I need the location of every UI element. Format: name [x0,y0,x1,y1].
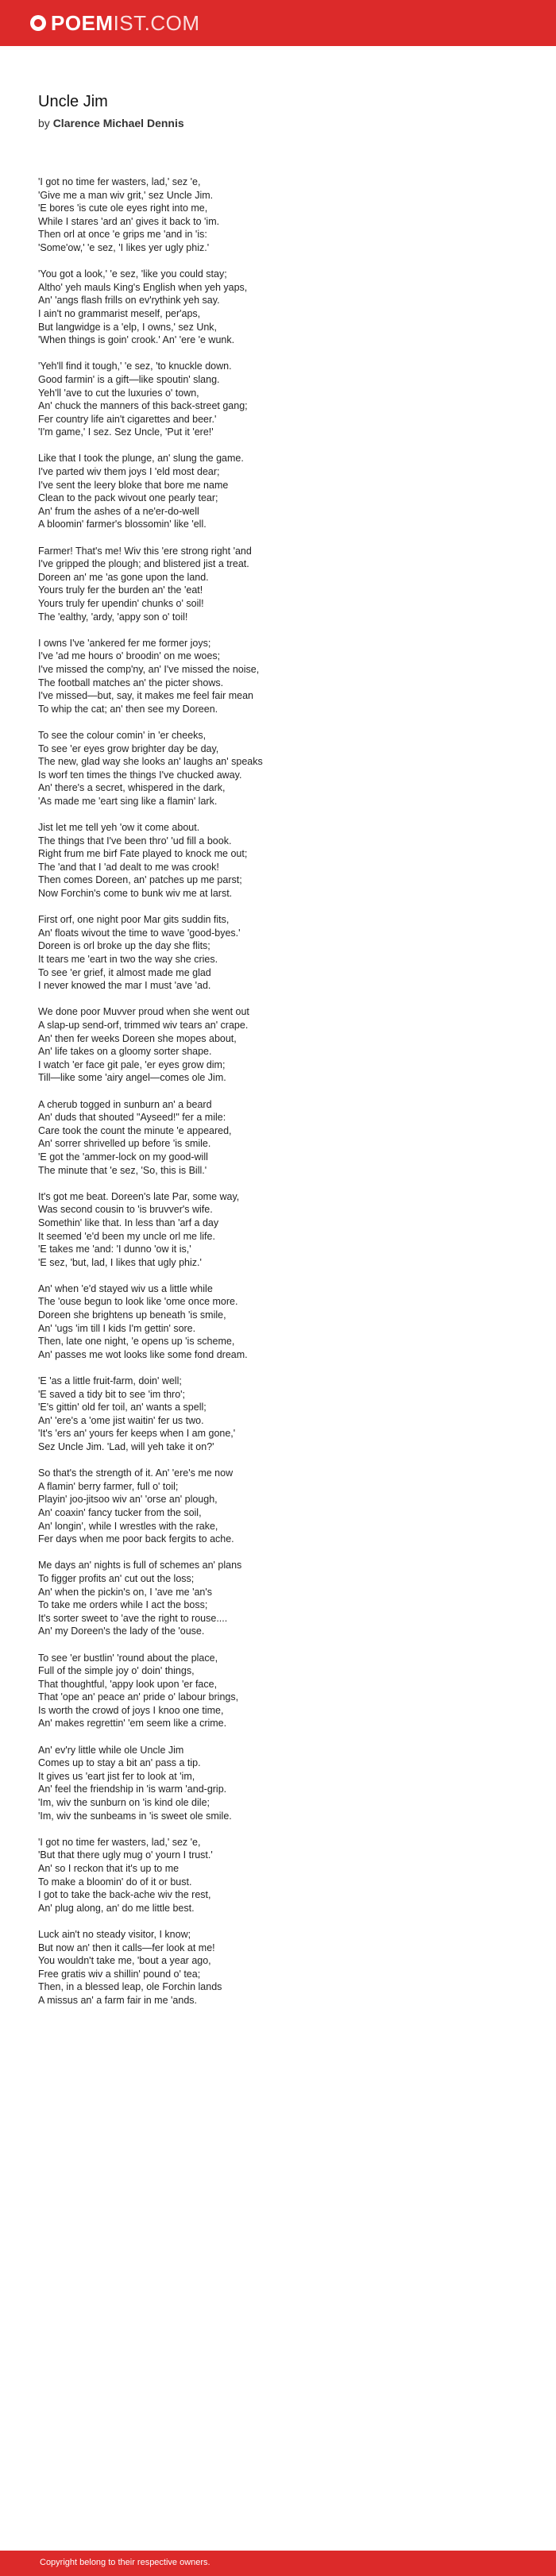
poem-line: Free gratis wiv a shillin' pound o' tea; [38,1968,201,1980]
poem-author[interactable]: Clarence Michael Dennis [52,117,184,129]
poem-stanza [38,545,531,624]
poem-line: Doreen is orl broke up the day she flits; [38,940,210,952]
poem-line: To whip the cat; an' then see my Doreen. [38,703,218,715]
poem-line: Fer days when me poor back fergits to ache. [38,1533,234,1545]
poem-line: Is worth the crowd of joys I knoo one time, [38,1704,224,1716]
poem-line: I got to take the back-ache wiv the rest, [38,1889,211,1901]
poem-line: Me days an' nights is full of schemes an' plans [38,1560,242,1571]
logo-text [51,10,200,36]
poem-line: The minute that 'e sez, 'So, this is Bill.' [38,1164,207,1176]
poem-line: An' longin', while I wrestles with the rake, [38,1520,218,1532]
poem-line: 'E saved a tidy bit to see 'im thro'; [38,1388,186,1400]
poem-line: Farmer! That's me! Wiv this 'ere strong right 'and [38,545,252,557]
poem-line: 'I'm game,' I sez. Sez Uncle, 'Put it 'ere!' [38,426,214,438]
poem-line: Fer country life ain't cigarettes and beer.' [38,413,217,425]
poem-line: You wouldn't take me, 'bout a year ago, [38,1955,211,1967]
poem-line: Good farmin' is a gift—like spoutin' slang. [38,373,220,385]
site-footer [0,2551,556,2576]
poem-line: Till—like some 'airy angel—comes ole Jim. [38,1072,226,1084]
poem-line: Playin' joo-jitsoo wiv an' 'orse an' plough, [38,1494,218,1506]
poem-line: Full of the simple joy o' doin' things, [38,1665,195,1677]
poem-line: I've parted wiv them joys I 'eld most dear; [38,466,220,478]
poem-line: A bloomin' farmer's blossomin' like 'ell. [38,519,207,530]
poem-line: It seemed 'e'd been my uncle orl me life. [38,1230,215,1242]
poem-line: We done poor Muvver proud when she went out [38,1006,249,1018]
poem-line: An' when the pickin's on, I 'ave me 'an's [38,1586,212,1598]
poem-line: It tears me 'eart in two the way she cries. [38,954,218,966]
site-header [0,0,556,46]
poem-line: I've missed—but, say, it makes me feel fair mean [38,690,254,702]
poem-line: That thoughtful, 'appy look upon 'er face, [38,1678,218,1690]
poem-stanza [38,1375,531,1454]
poem-line: Jist let me tell yeh 'ow it come about. [38,822,200,834]
poem-line: The football matches an' the picter shows. [38,677,224,688]
poem-line: It's got me beat. Doreen's late Par, some way, [38,1190,240,1202]
poem-line: An' so I reckon that it's up to me [38,1863,180,1874]
poem-line: Then, late one night, 'e opens up 'is scheme, [38,1336,235,1348]
poem-line: While I stares 'ard an' gives it back to 'im. [38,215,220,227]
poem-line: An' life takes on a gloomy sorter shape. [38,1046,212,1058]
poem-line: First orf, one night poor Mar gits suddin fits, [38,914,230,926]
poem-stanza [38,913,531,993]
poem-line: 'Give me a man wiv grit,' sez Uncle Jim. [38,189,214,201]
poem-line: The 'and that I 'ad dealt to me was crook! [38,861,219,873]
poem-line: An' frum the ashes of a ne'er-do-well [38,505,199,517]
poem-line: I owns I've 'ankered fer me former joys; [38,637,211,649]
poem-line: I've 'ad me hours o' broodin' on me woes; [38,650,221,662]
poem-line: 'Im, wiv the sunburn on 'is kind ole dile; [38,1797,210,1809]
byline-prefix: by [38,117,50,129]
poem-line: Clean to the pack wivout one pearly tear; [38,492,218,504]
site-logo[interactable] [30,10,200,36]
poem-line: To see 'er eyes grow brighter day be day, [38,742,219,754]
poem-line: I've gripped the plough; and blistered jist a treat. [38,558,249,570]
poem-stanza [38,1282,531,1362]
poem-line: An' makes regrettin' 'em seem like a crime. [38,1718,227,1730]
poem-line: Yours truly fer upendin' chunks o' soil! [38,598,204,609]
poem-line: 'I got no time fer wasters, lad,' sez 'e, [38,176,201,187]
poem-line: 'E sez, 'but, lad, I likes that ugly phiz.' [38,1256,202,1268]
poem-line: Now Forchin's come to bunk wiv me at larst. [38,888,233,900]
poem-line: 'When things is goin' crook.' An' 'ere 'e wunk. [38,334,235,346]
poem-stanza [38,1005,531,1085]
poem-line: An' feel the friendship in 'is warm 'and-grip. [38,1784,227,1795]
poem-line: Like that I took the plunge, an' slung the game. [38,453,244,465]
poem-line: An' passes me wot looks like some fond dream. [38,1348,248,1360]
poem-line: 'I got no time fer wasters, lad,' sez 'e, [38,1836,201,1848]
poem-line: I never knowed the mar I must 'ave 'ad. [38,980,211,992]
poem-line: To see 'er grief, it almost made me glad [38,966,211,978]
poem-line: An' then fer weeks Doreen she mopes about, [38,1032,237,1044]
poem-line: Care took the count the minute 'e appeared, [38,1124,232,1136]
poem-stanza [38,268,531,347]
poem-line: Doreen an' me 'as gone upon the land. [38,571,209,583]
poem-line: Comes up to stay a bit an' pass a tip. [38,1757,201,1769]
logo-text-light: IST.COM [113,11,200,35]
poem-line: 'Yeh'll find it tough,' 'e sez, 'to knuckle down. [38,361,232,372]
poem-line: 'E 'as a little fruit-farm, doin' well; [38,1375,182,1387]
poem-stanza [38,452,531,531]
poem-stanza [38,1928,531,2007]
poem-stanza [38,729,531,808]
poem-line: 'It's 'ers an' yours fer keeps when I am gone,' [38,1428,236,1440]
poem-line: I watch 'er face git pale, 'er eyes grow dim; [38,1059,226,1070]
poem-line: I've sent the leery bloke that bore me name [38,479,229,491]
poem-stanza [38,1559,531,1638]
poem-line: To see 'er bustlin' 'round about the place, [38,1652,218,1664]
poem-line: A slap-up send-orf, trimmed wiv tears an' crape. [38,1020,249,1031]
poem-line: 'E's gittin' old fer toil, an' wants a spell; [38,1402,207,1413]
poem-line: 'Im, wiv the sunbeams in 'is sweet ole smile. [38,1810,232,1822]
logo-text-bold: POEM [51,11,114,35]
poem-stanza [38,175,531,255]
poem-line: Then comes Doreen, an' patches up me parst; [38,874,242,886]
poem-stanza [38,1652,531,1731]
poem-line: An' 'ere's a 'ome jist waitin' fer us two. [38,1414,204,1426]
poem-stanza [38,1836,531,1915]
poem-line: Sez Uncle Jim. 'Lad, will yeh take it on?' [38,1441,214,1452]
poem-line: Yours truly fer the burden an' the 'eat! [38,584,203,596]
poem-line: An' when 'e'd stayed wiv us a little while [38,1282,213,1294]
poem-line: To figger profits an' cut out the loss; [38,1572,195,1584]
poem-stanza [38,637,531,716]
footer-copyright: Copyright belong to their respective owners. [40,2558,210,2567]
poem-line: Doreen she brightens up beneath 'is smile, [38,1309,226,1321]
poem-line: 'E takes me 'and: 'I dunno 'ow it is,' [38,1244,191,1255]
poem-line: An' 'angs flash frills on ev'rythink yeh say. [38,295,220,307]
poem-line: An' ev'ry little while ole Uncle Jim [38,1744,184,1756]
poem-line: An' chuck the manners of this back-street gang; [38,400,248,412]
poem-line: To make a bloomin' do of it or bust. [38,1876,192,1888]
poem-stanza [38,1098,531,1178]
poem-line: 'E got the 'ammer-lock on my good-will [38,1151,208,1163]
poem-line: An' floats wivout the time to wave 'good-byes.' [38,927,241,939]
poem-line: So that's the strength of it. An' 'ere's me now [38,1467,234,1479]
poem-line: 'But that there ugly mug o' yourn I trust.' [38,1849,213,1861]
poem-line: Luck ain't no steady visitor, I know; [38,1928,191,1940]
poem-line: The 'ealthy, 'ardy, 'appy son o' toil! [38,611,188,623]
poem-line: Is worf ten times the things I've chucked away. [38,769,242,781]
poemist-logo-icon [30,15,46,31]
poem-line: But langwidge is a 'elp, I owns,' sez Unk, [38,321,218,333]
poem-line: I've missed the comp'ny, an' I've missed the noise, [38,663,260,675]
poem-byline [38,117,184,129]
poem-line: 'Some'ow,' 'e sez, 'I likes yer ugly phiz.' [38,241,210,253]
poem-line: It's sorter sweet to 'ave the right to rouse.... [38,1612,228,1624]
poem-line: Somethin' like that. In less than 'arf a day [38,1217,219,1228]
poem-line: The 'ouse begun to look like 'ome once more. [38,1296,238,1308]
poem-line: Then orl at once 'e grips me 'and in 'is: [38,229,207,241]
poem-line: To see the colour comin' in 'er cheeks, [38,729,207,741]
poem-line: An' coaxin' fancy tucker from the soil, [38,1506,202,1518]
poem-stanza [38,1744,531,1823]
poem-stanza [38,1467,531,1546]
poem-line: To take me orders while I act the boss; [38,1599,208,1611]
poem-line: But now an' then it calls—fer look at me! [38,1942,215,1953]
poem-line: That 'ope an' peace an' pride o' labour brings, [38,1691,239,1703]
poem-line: It gives us 'eart jist fer to look at 'im, [38,1770,195,1782]
poem-line: An' my Doreen's the lady of the 'ouse. [38,1625,205,1637]
poem-stanza [38,1190,531,1270]
poem-stanza [38,821,531,900]
poem-title: Uncle Jim [38,93,108,110]
poem-line: Then, in a blessed leap, ole Forchin lands [38,1981,222,1993]
poem-line: Yeh'll 'ave to cut the luxuries o' town, [38,387,199,399]
poem-line: 'You got a look,' 'e sez, 'like you could stay; [38,268,227,280]
poem-line: I ain't no grammarist meself, per'aps, [38,307,201,319]
poem-line: A cherub togged in sunburn an' a beard [38,1098,212,1110]
poem-line: The things that I've been thro' 'ud fill a book. [38,835,232,846]
poem-line: 'As made me 'eart sing like a flamin' lark. [38,795,218,807]
poem-line: The new, glad way she looks an' laughs an' speaks [38,756,263,768]
poem-line: An' plug along, an' do me little best. [38,1902,195,1914]
poem-line: An' sorrer shrivelled up before 'is smile. [38,1138,211,1150]
poem-line: 'E bores 'is cute ole eyes right into me, [38,202,208,214]
poem-line: Altho' yeh mauls King's English when yeh yaps, [38,281,248,293]
poem-line: A flamin' berry farmer, full o' toil; [38,1480,179,1492]
poem-line: An' duds that shouted "Ayseed!" fer a mile: [38,1112,226,1124]
poem-line: Right frum me birf Fate played to knock me out; [38,848,248,860]
poem-body [38,175,531,2020]
poem-line: An' 'ugs 'im till I kids I'm gettin' sore. [38,1322,196,1334]
poem-line: A missus an' a farm fair in me 'ands. [38,1994,197,2006]
poem-line: Was second cousin to 'is bruvver's wife. [38,1204,213,1216]
poem-line: An' there's a secret, whispered in the dark, [38,782,226,794]
poem-stanza [38,360,531,439]
